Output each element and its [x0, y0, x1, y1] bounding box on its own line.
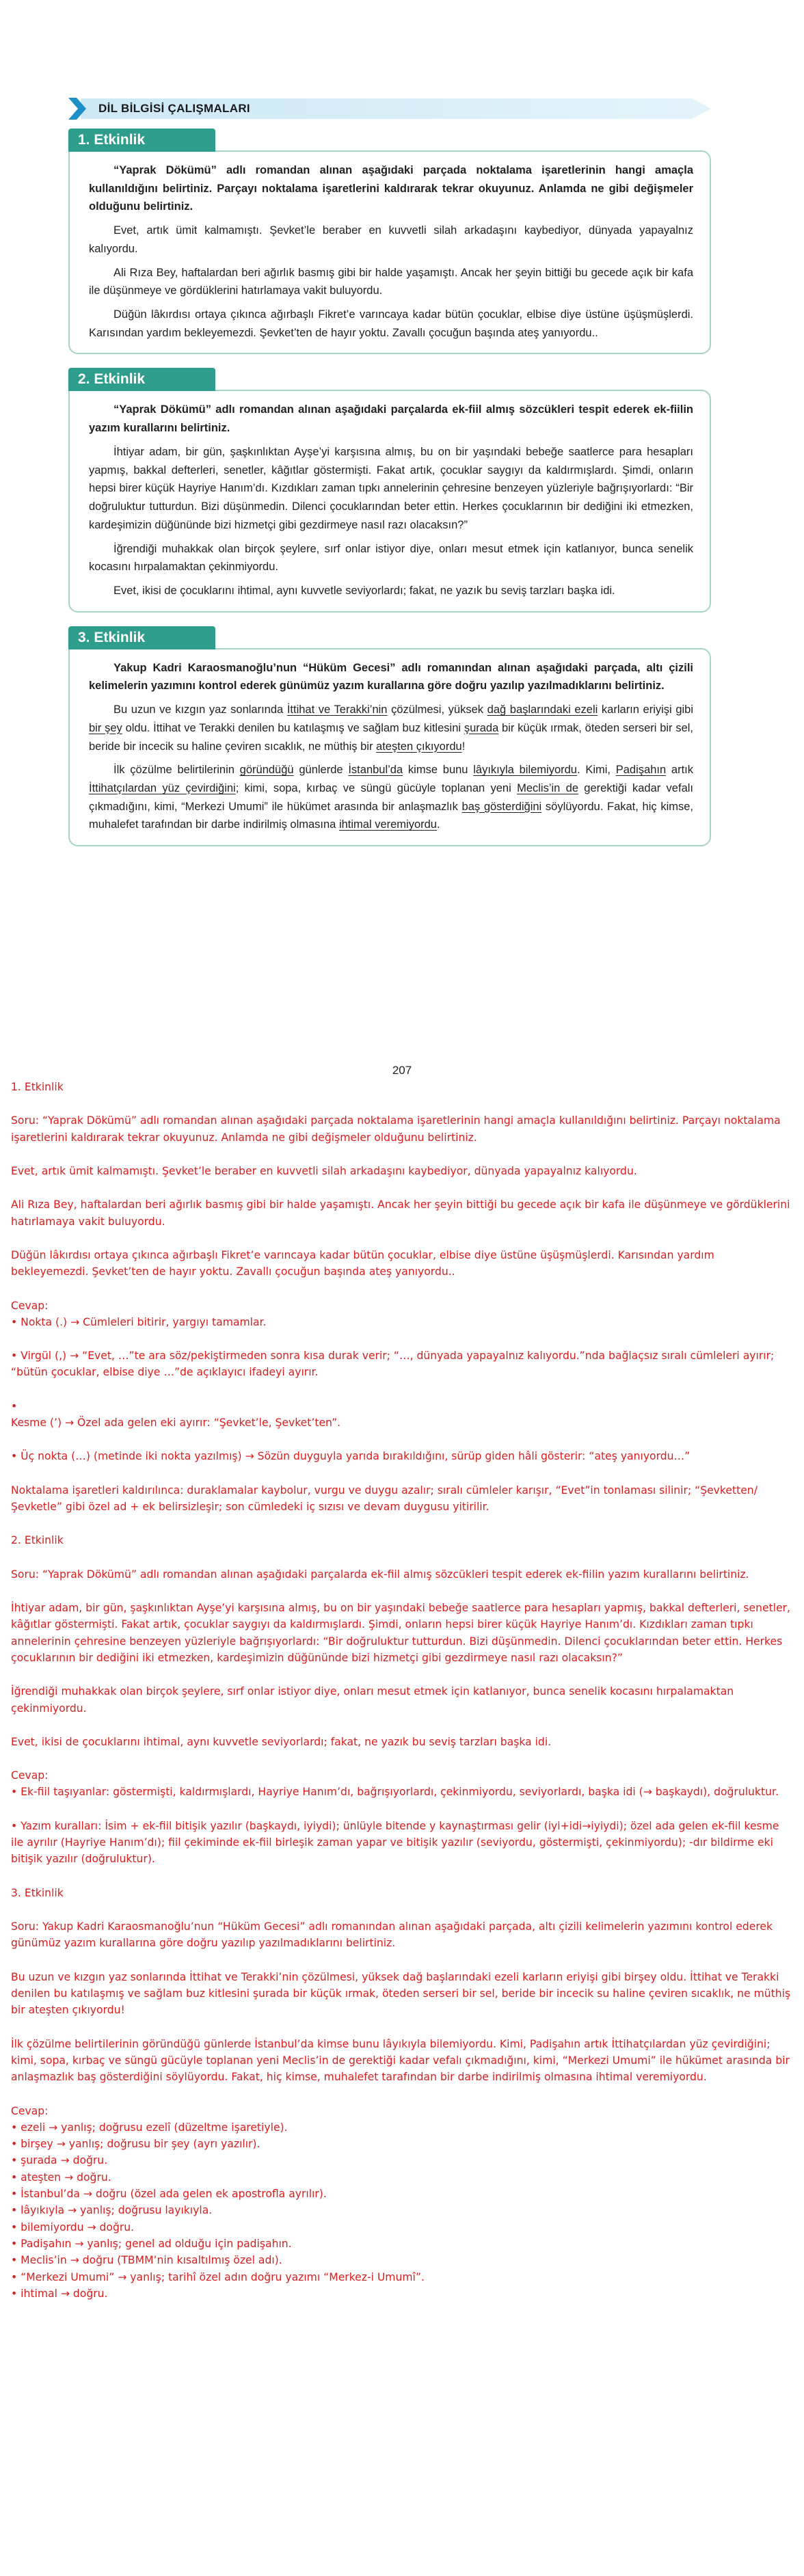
underlined-word: lâyıkıyla bilemiyordu: [473, 764, 577, 777]
answer-label: Cevap:: [11, 1299, 49, 1312]
underlined-word: şurada: [464, 721, 499, 734]
activity-2-paragraph: Evet, ikisi de çocuklarını ihtimal, aynı kuvvetle seviyorlardı; fakat, ne yazık bu seviş tarzları başka idi.: [113, 584, 615, 597]
underlined-word: bir şey: [89, 721, 122, 734]
text-run: İlk çözülme belirtilerinin: [113, 764, 240, 777]
text-run: söylüyordu. Fakat, hiç kimse, muhalefet tarafından bir darbe indirilmiş olmasına: [89, 800, 694, 831]
answer-list: [11, 2119, 793, 2302]
answer-question: Soru: “Yaprak Dökümü” adlı romandan alınan aşağıdaki parçada noktalama işaretlerinin hangi amaçla kullanıldığını belirtiniz. Parçayı noktalama işaretlerini kaldırarak tekrar okuyunuz. Anlamda ne gibi değişmeler olduğunu belirtiniz.: [11, 1114, 781, 1144]
activity-3-tab: 3. Etkinlik: [68, 626, 215, 649]
underlined-word: İttihat ve Terakki’nin: [286, 703, 388, 716]
chevron-right-icon: [68, 98, 86, 120]
answer-item: [11, 1398, 793, 1432]
text-run: . Kimi,: [576, 764, 616, 777]
answer-item: • ateşten → doğru.: [11, 2171, 111, 2184]
activity-3-paragraph: [89, 701, 693, 755]
section-title: DİL BİLGİSİ ÇALIŞMALARI: [98, 102, 250, 115]
answer-item: • Nokta (.) → Cümleleri bitirir, yargıyı tamamlar.: [11, 1315, 267, 1328]
text-run: kimse bunu: [403, 764, 474, 777]
underlined-word: İttihatçılardan yüz çevirdiğini: [89, 781, 236, 794]
text-run: çözülmesi, yüksek: [387, 703, 487, 716]
text-run: oldu. İttihat ve Terakki denilen bu katılaşmış ve sağlam buz kitlesini: [122, 721, 464, 734]
answer-text: İhtiyar adam, bir gün, şaşkınlıktan Ayşe’yi karşısına almış, bu on bir yaşındaki bebeğe saatlerce para hesapları yapmış, bakkal defterleri, senetler, kâğıtlar göstermişti. Fakat artık, çocuklar saygıyı da kaldırmışlardı. Şimdi, onların hepsi birer küçük Hayriye Hanım’dı. Kızdıkları zaman tıpkı annelerinin çehresine benzeyen yüzleriyle bağrışıyorlardı: “Bir doğruluktur tutturdun. Bizi düşünmedin. Dilenci çocuklarından beter ettin. Herkes çocuklarının bir dediğini iki etmezken, kardeşimizin düğününde bizi hizmetçi gibi gezdirmeye nasıl razı olacaksın?”: [11, 1601, 791, 1664]
activity-1-paragraph: Evet, artık ümit kalmamıştı. Şevket’le beraber en kuvvetli silah arkadaşını kaybediyor, dünyada yapayalnız kalıyordu.: [89, 224, 693, 255]
underlined-word: dağ başlarındaki ezeli: [487, 703, 598, 716]
answer-item: • şurada → doğru.: [11, 2154, 108, 2167]
activity-1: [68, 129, 711, 354]
activity-1-tab: 1. Etkinlik: [68, 129, 215, 152]
answer-question: Soru: Yakup Kadri Karaosmanoğlu’nun “Hüküm Gecesi” adlı romanından alınan aşağıdaki parçada, altı çizili kelimelerin yazımını kontrol ederek günümüz yazım kurallarına göre doğru yazılıp yazılmadıklarını belirtiniz.: [11, 1920, 773, 1950]
answer-text: Evet, ikisi de çocuklarını ihtimal, aynı kuvvetle seviyorlardı; fakat, ne yazık bu seviş tarzları başka idi.: [11, 1735, 552, 1748]
answer-item: • Yazım kuralları: İsim + ek-fiil bitişik yazılır (başkaydı, iyiydi); ünlüyle bitende y kaynaştırması gelir (iyi+idi→iyiydi); özel ada gelen ek-fiil kesme ile ayrılır (Hayriye Hanım’dı); fiil çekiminde ek-fiil birleşik zaman yapar ve bitişik yazılır (seviyordu, göstermişti, çekinmiyordu); -dır bildirme eki bitişik yazılır (doğruluktur).: [11, 1819, 779, 1866]
activity-1-paragraph: Ali Rıza Bey, haftalardan beri ağırlık basmış gibi bir halde yaşamıştı. Ancak her şeyin bittiği bu gecede açık bir kafa ile düşünmeye ve gördüklerini hatırlamaya vakit buluyordu.: [89, 266, 693, 297]
answer-item: • Ek-fiil taşıyanlar: göstermişti, kaldırmışlardı, Hayriye Hanım’dı, bağrışıyorlardı, çekinmiyordu, seviyorlardı, başka idi (→ başkaydı), doğruluktur.: [11, 1786, 779, 1799]
activity-2-question: “Yaprak Dökümü” adlı romandan alınan aşağıdaki parçalarda ek-fiil almış sözcükleri tespit ederek ek-fiilin yazım kurallarını belirtiniz.: [89, 403, 693, 435]
text-run: bir küçük ırmak, öteden serseri bir sel, beride bir incecik su haline çeviren sıcaklık, ne müthiş bir: [89, 721, 693, 753]
page-number: 207: [392, 1064, 412, 1077]
answer-key: [11, 1079, 793, 2302]
book-page: [68, 96, 711, 860]
text-run: karların eriyişi gibi: [598, 703, 694, 716]
answer-item: • ihtimal → doğru.: [11, 2287, 108, 2300]
answer-question: Soru: “Yaprak Dökümü” adlı romandan alınan aşağıdaki parçalarda ek-fiil almış sözcükleri tespit ederek ek-fiilin yazım kurallarını belirtiniz.: [11, 1568, 749, 1581]
activity-3-question: Yakup Kadri Karaosmanoğlu’nun “Hüküm Gecesi” adlı romanından alınan aşağıdaki parçada, altı çizili kelimelerin yazımını kontrol ederek günümüz yazım kurallarına göre doğru yazılıp yazılmadıklarını belirtiniz.: [89, 661, 693, 693]
activity-2-paragraph: İğrendiği muhakkak olan birçok şeylere, sırf onlar istiyor diye, onları mesut etmek için katlanıyor, bunca senelik kocasını hırpalamaktan çekinmiyordu.: [89, 542, 693, 574]
activity-1-question: “Yaprak Dökümü” adlı romandan alınan aşağıdaki parçada noktalama işaretlerinin hangi amaçla kullanıldığını belirtiniz. Parçayı noktalama işaretlerini kaldırarak tekrar okuyunuz. Anlamda ne gibi değişmeler olduğunu belirtiniz.: [89, 164, 693, 213]
answer-label: Cevap:: [11, 2104, 49, 2117]
underlined-word: ateşten çıkıyordu: [376, 740, 462, 753]
answer-item: • Üç nokta (…) (metinde iki nokta yazılmış) → Sözün duyguyla yarıda bırakıldığını, sürüp giden hâli gösterir: “ateş yanıyordu…”: [11, 1450, 691, 1463]
activity-1-box: [68, 150, 711, 354]
answer-text: İlk çözülme belirtilerinin göründüğü günlerde İstanbul’da kimse bunu lâyıkıyla bilemiyordu. Kimi, Padişahın artık İttihatçılardan yüz çevirdiğini; kimi, sopa, kırbaç ve süngü gücüyle toplanan yeni Meclis’in de gerektiği kadar vefalı çıkmadığını, kimi, “Merkezi Umumi” ile hükümet arasında bir anlaşmazlık baş gösterdiğini söylüyordu. Fakat, hiç kimse, muhalefet tarafından bir darbe indirilmiş olmasına ihtimal veremiyordu.: [11, 2037, 790, 2084]
answer-item-text: Kesme (’) → Özel ada gelen eki ayırır: “Şevket’le, Şevket’ten”.: [11, 1417, 341, 1430]
answer-heading-3: 3. Etkinlik: [11, 1886, 64, 1899]
answer-item: • Padişahın → yanlış; genel ad olduğu için padişahın.: [11, 2238, 292, 2250]
answer-label: Cevap:: [11, 1769, 49, 1782]
text-run: Bu uzun ve kızgın yaz sonlarında: [113, 703, 287, 716]
answer-item: • İstanbul’da → doğru (özel ada gelen ek apostrofla ayrılır).: [11, 2188, 327, 2201]
underlined-word: baş gösterdiğini: [461, 800, 542, 813]
underlined-word: göründüğü: [239, 764, 294, 777]
activity-1-paragraph: Düğün lâkırdısı ortaya çıkınca ağırbaşlı Fikret’e varıncaya kadar bütün çocuklar, elbise diye üstüne üşüşmüşlerdi. Karısından yardım bekleyemezdi. Şevket’ten de hayır yoktu. Zavallı çocuğun başında ateş yanıyordu..: [89, 308, 693, 339]
underlined-word: ihtimal veremiyordu: [338, 818, 437, 831]
underlined-word: Padişahın: [615, 764, 667, 777]
text-run: günlerde: [293, 764, 349, 777]
text-run: artık: [666, 764, 693, 777]
activity-2: [68, 368, 711, 612]
bullet: •: [11, 1399, 18, 1412]
activity-3-box: [68, 648, 711, 846]
answer-text: Evet, artık ümit kalmamıştı. Şevket’le beraber en kuvvetli silah arkadaşını kaybediyor, dünyada yapayalnız kalıyordu.: [11, 1164, 637, 1177]
activity-3: [68, 626, 711, 846]
answer-heading-2: 2. Etkinlik: [11, 1534, 64, 1547]
text-run: !: [461, 740, 466, 753]
answer-list: [11, 1784, 793, 1867]
answer-item: • lâyıkıyla → yanlış; doğrusu layıkıyla.: [11, 2204, 213, 2217]
underlined-word: Meclis’in de: [517, 781, 578, 794]
answer-text: İğrendiği muhakkak olan birçok şeylere, sırf onlar istiyor diye, onları mesut etmek için katlanıyor, bunca senelik kocasını hırpalamaktan çekinmiyordu.: [11, 1685, 734, 1715]
answer-text: Bu uzun ve kızgın yaz sonlarında İttihat ve Terakki’nin çözülmesi, yüksek dağ başlarındaki ezeli karların eriyişi gibi birşey oldu. İttihat ve Terakki denilen bu katılaşmış ve sağlam buz kitlesini şurada bir küçük ırmak, öteden serseri bir sel, beride bir incecik su haline çeviren sıcaklık, ne müthiş bir ateşten çıkıyordu!: [11, 1970, 791, 2017]
text-run: ; kimi, sopa, kırbaç ve süngü gücüyle toplanan yeni: [235, 781, 518, 794]
answer-item: • birşey → yanlış; doğrusu bir şey (ayrı yazılır).: [11, 2138, 260, 2151]
answer-item: • Meclis’in → doğru (TBMM’nin kısaltılmış özel adı).: [11, 2254, 282, 2267]
activity-2-tab: 2. Etkinlik: [68, 368, 215, 391]
answer-item: • Virgül (,) → “Evet, …”te ara söz/pekiştirmeden sonra kısa durak verir; “…, dünyada yapayalnız kalıyordu.”nda bağlaçsız sıralı cümleleri ayırır; “bütün çocuklar, elbise diye …”de açıklayıcı ifadeyi ayırır.: [11, 1350, 775, 1379]
answer-item: • bilemiyordu → doğru.: [11, 2221, 135, 2233]
underlined-word: İstanbul’da: [348, 764, 403, 777]
text-run: gerektiği kadar vefalı çıkmadığını, kimi, “Merkezi Umumi” ile hükümet arasında bir anlaşmazlık: [89, 781, 693, 813]
text-run: .: [436, 818, 440, 831]
activity-3-paragraph: [89, 761, 693, 834]
answer-list: [11, 1314, 793, 1465]
answer-heading-1: 1. Etkinlik: [11, 1081, 64, 1093]
answer-item: • ezeli → yanlış; doğrusu ezelî (düzeltme işaretiyle).: [11, 2121, 288, 2134]
activity-2-box: [68, 390, 711, 612]
section-banner: [68, 96, 711, 122]
answer-item: • “Merkezi Umumi” → yanlış; tarihî özel adın doğru yazımı “Merkez-i Umumî”.: [11, 2270, 425, 2283]
activity-2-paragraph: İhtiyar adam, bir gün, şaşkınlıktan Ayşe’yi karşısına almış, bu on bir yaşındaki bebeğe saatlerce para hesapları yapmış, bakkal defterleri, senetler, kâğıtlar göstermişti. Fakat artık, çocuklar saygıyı da kaldırmışlardı. Şimdi, onların hepsi birer küçük Hayriye Hanım’dı. Kızdıkları zaman tıpkı annelerinin çehresine benzeyen yüzleriyle bağrışıyorlardı: “Bir doğruluktur tutturdun. Bizi düşünmedin. Dilenci çocuklarından beter ettin. Herkes çocuklarının bir dediğini iki etmezken, kardeşimizin düğününde bizi hizmetçi gibi gezdirmeye nasıl razı olacaksın?”: [89, 445, 693, 531]
answer-text: Ali Rıza Bey, haftalardan beri ağırlık basmış gibi bir halde yaşamıştı. Ancak her şeyin bittiği bu gecede açık bir kafa ile düşünmeye ve gördüklerini hatırlamaya vakit buluyordu.: [11, 1198, 790, 1228]
answer-note: Noktalama işaretleri kaldırılınca: duraklamalar kaybolur, vurgu ve duygu azalır; sıralı cümleler karışır, “Evet”in tonlaması silinir; “Şevketten/Şevketle” gibi özel ad + ek belirsizleşir; son cümledeki iç sızısı ve devam duygusu yitirilir.: [11, 1484, 758, 1513]
answer-text: Düğün lâkırdısı ortaya çıkınca ağırbaşlı Fikret’e varıncaya kadar bütün çocuklar, elbise diye üstüne üşüşmüşlerdi. Karısından yardım bekleyemezdi. Şevket’ten de hayır yoktu. Zavallı çocuğun başında ateş yanıyordu..: [11, 1248, 714, 1278]
